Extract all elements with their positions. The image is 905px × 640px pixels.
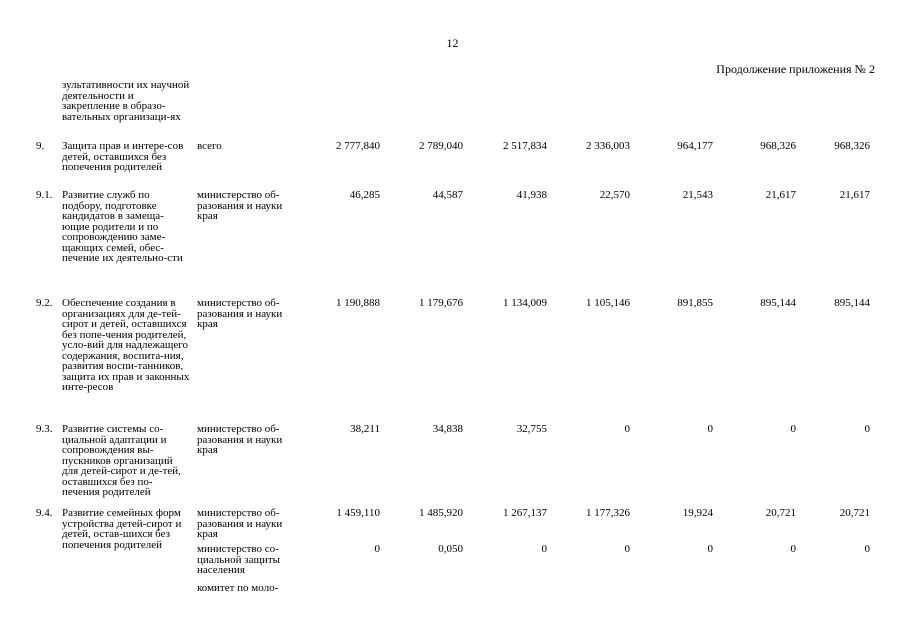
value-cell: 1 190,888 xyxy=(336,297,380,309)
value-cell: 21,617 xyxy=(765,189,796,201)
value-cell: 0,050 xyxy=(438,543,463,555)
value-cell: 1 134,009 xyxy=(503,297,547,309)
row-name: Развитие системы со-циальной адаптации и сопровождения вы-пускников организаций для детей-сирот и де-тей, оставшихся без по-печения родителей xyxy=(62,423,181,498)
row-number: 9.3. xyxy=(36,423,53,435)
value-cell: 19,924 xyxy=(682,507,713,519)
continuation-label: Продолжение приложения № 2 xyxy=(716,62,875,76)
value-cell: 44,587 xyxy=(432,189,463,201)
value-cell: 895,144 xyxy=(760,297,796,309)
row-executor: министерство со-циальной защиты населения xyxy=(197,543,281,576)
value-cell: 0 xyxy=(541,543,547,555)
value-cell: 46,285 xyxy=(349,189,380,201)
row-name: Развитие служб по подбору, подготовке кандидатов в замеща-ющие родители и по сопровождению заме-щающих семей, обес-печение их деятельно-сти xyxy=(62,189,183,264)
row-name: зультативности их научной деятельности и закрепление в образо-вательных организаци-ях xyxy=(62,79,190,123)
row-number: 9.1. xyxy=(36,189,53,201)
value-cell: 2 777,840 xyxy=(336,140,380,152)
value-cell: 1 267,137 xyxy=(503,507,547,519)
value-cell: 968,326 xyxy=(834,140,870,152)
row-number: 9. xyxy=(36,140,45,152)
row-executor: министерство об-разования и науки края xyxy=(197,189,283,222)
value-cell: 968,326 xyxy=(760,140,796,152)
value-cell: 964,177 xyxy=(677,140,713,152)
value-cell: 22,570 xyxy=(599,189,630,201)
value-cell: 1 485,920 xyxy=(419,507,463,519)
value-cell: 2 789,040 xyxy=(419,140,463,152)
value-cell: 0 xyxy=(864,543,870,555)
value-cell: 41,938 xyxy=(516,189,547,201)
page-number: 12 xyxy=(446,36,459,50)
row-number: 9.2. xyxy=(36,297,53,309)
value-cell: 0 xyxy=(707,423,713,435)
value-cell: 2 517,834 xyxy=(503,140,547,152)
row-executor: комитет по моло- xyxy=(197,582,279,594)
value-cell: 0 xyxy=(707,543,713,555)
value-cell: 0 xyxy=(790,543,796,555)
value-cell: 38,211 xyxy=(350,423,380,435)
value-cell: 20,721 xyxy=(765,507,796,519)
row-name: Защита прав и интере-сов детей, оставшихся без попечения родителей xyxy=(62,140,184,173)
row-executor: министерство об-разования и науки края xyxy=(197,297,283,330)
value-cell: 20,721 xyxy=(839,507,870,519)
value-cell: 2 336,003 xyxy=(586,140,630,152)
value-cell: 0 xyxy=(624,543,630,555)
row-executor: министерство об-разования и науки края xyxy=(197,507,283,540)
value-cell: 21,617 xyxy=(839,189,870,201)
row-executor: всего xyxy=(197,140,222,152)
value-cell: 1 459,110 xyxy=(336,507,380,519)
row-number: 9.4. xyxy=(36,507,53,519)
value-cell: 0 xyxy=(624,423,630,435)
value-cell: 895,144 xyxy=(834,297,870,309)
value-cell: 1 105,146 xyxy=(586,297,630,309)
value-cell: 21,543 xyxy=(682,189,713,201)
value-cell: 891,855 xyxy=(677,297,713,309)
value-cell: 32,755 xyxy=(516,423,547,435)
value-cell: 0 xyxy=(864,423,870,435)
value-cell: 1 179,676 xyxy=(419,297,463,309)
value-cell: 0 xyxy=(790,423,796,435)
row-name: Развитие семейных форм устройства детей-сирот и детей, остав-шихся без попечения родителей xyxy=(62,507,182,551)
value-cell: 34,838 xyxy=(432,423,463,435)
value-cell: 1 177,326 xyxy=(586,507,630,519)
value-cell: 0 xyxy=(374,543,380,555)
row-name: Обеспечение создания в организациях для де-тей-сирот и детей, оставшихся без попе-чения родителей, усло-вий для надлежащего содержания, воспита-ния, развития воспи-танников, защита их прав и законных инте-ресов xyxy=(62,297,190,393)
row-executor: министерство об-разования и науки края xyxy=(197,423,283,456)
